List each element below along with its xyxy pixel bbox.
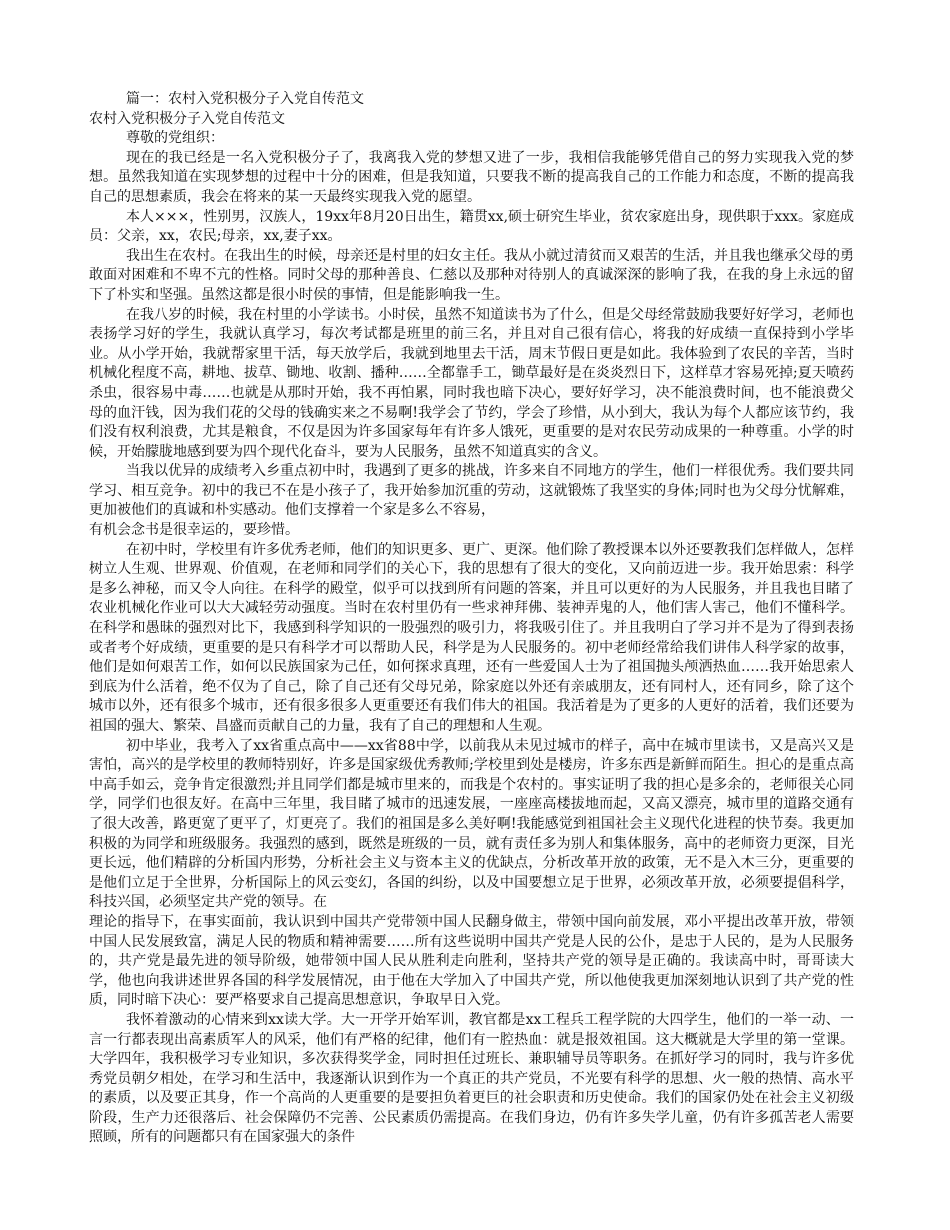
document-title: 农村入党积极分子入党自传范文	[89, 110, 285, 127]
paragraph-10: 我怀着激动的心情来到xx读大学。大一开学开始军训，教官都是xx工程兵工程学院的大四学生，他们的一举一动、一言一行都表现出高素质军人的风采，他们有严格的纪律，他们有一腔热血：就是报效祖国。这大概就是大学里的第一堂课。大学四年，我积极学习专业知识，多次获得奖学金，同时担任过班长、兼职辅导员等职务。在抓好学习的同时，我与许多优秀党员朝夕相处，在学习和生活中，我逐渐认识到作为一个真正的共产党员，不光要有科学的思想、火一般的热情、高水平的素质，以及要正其身，作一个高尚的人更重要的是要担负着更巨的社会职责和历史使命。我们的国家仍处在社会主义初级阶段，生产力还很落后、社会保障仍不完善、公民素质仍需提高。在我们身边，仍有许多失学儿童，仍有许多孤苦老人需要照顾，所有的问题都只有在国家强大的条件	[89, 1011, 854, 1146]
paragraph-3: 我出生在农村。在我出生的时候，母亲还是村里的妇女主任。我从小就过清贫而又艰苦的生活，并且我也继承父母的勇敢面对困难和不卑不亢的性格。同时父母的那种善良、仁慈以及那种对待别人的真诚深深的影响了我，在我的身上永远的留下了朴实和坚强。虽然这都是很小时侯的事情，但是能影响我一生。	[89, 247, 854, 303]
paragraph-5: 当我以优异的成绩考入乡重点初中时，我遇到了更多的挑战，许多来自不同地方的学生，他们一样很优秀。我们要共同学习、相互竞争。初中的我已不在是小孩子了，我开始参加沉重的劳动，这就锻炼了我坚实的身体;同时也为父母分忧解难，更加被他们的真诚和朴实感动。他们支撑着一个家是多么不容易，	[89, 463, 854, 519]
paragraph-4: 在我八岁的时候，我在村里的小学读书。小时侯，虽然不知道读书为了什么，但是父母经常鼓励我要好好学习，老师也表扬学习好的学生，我就认真学习，每次考试都是班里的前三名，并且对自己很有信心，将我的好成绩一直保持到小学毕业。从小学开始，我就帮家里干活，每天放学后，我就到地里去干活，周末节假日更是如此。我体验到了农民的辛苦，当时机械化程度不高，耕地、拔草、锄地、收割、播种……全都靠手工，锄草最好是在炎炎烈日下，这样草才容易死掉;夏天喷药杀虫，很容易中毒……也就是从那时开始，我不再怕累，同时我也暗下决心，要好好学习，决不能浪费时间，也不能浪费父母的血汗钱，因为我们花的父母的钱确实来之不易啊!我学会了节约，学会了珍惜，从小到大，我认为每个人都应该节约，我们没有权利浪费，尤其是粮食，不仅是因为许多国家每年有许多人饿死，更重要的是对农民劳动成果的一种尊重。小学的时候，开始朦胧地感到要为四个现代化奋斗，要为人民服务，虽然不知道真实的含义。	[89, 306, 854, 460]
paragraph-8: 初中毕业，我考入了xx省重点高中——xx省88中学，以前我从未见过城市的样子，高中在城市里读书，又是高兴又是害怕，高兴的是学校里的教师特别好，许多是国家级优秀教师;学校里到处是楼房，许多东西是新鲜而陌生。担心的是重点高中高手如云，竞争肯定很激烈;并且同学们都是城市里来的，而我是个农村的。事实证明了我的担心是多余的，老师很关心同学，同学们也很友好。在高中三年里，我目睹了城市的迅速发展，一座座高楼拔地而起，又高又漂亮，城市里的道路交通有了很大改善，路更宽了更平了，灯更亮了。我们的祖国是多么美好啊!我能感觉到祖国社会主义现代化进程的快节奏。我更加积极的为同学和班级服务。我强烈的感到，既然是班级的一员，就有责任多为别人和集体服务，高中的老师资力更深，目光更长远，他们精辟的分析国内形势，分析社会主义与资本主义的优缺点，分析改革开放的政策，无不是入木三分，更重要的是他们立足于全世界，分析国际上的风云变幻，各国的纠纷，以及中国要想立足于世界，必须改革开放，必须要提倡科学，科技兴国，必须坚定共产党的领导。在	[89, 737, 854, 911]
salutation: 尊敬的党组织：	[126, 130, 224, 147]
paragraph-1: 现在的我已经是一名入党积极分子了，我离我入党的梦想又进了一步，我相信我能够凭借自己的努力实现我入党的梦想。虽然我知道在实现梦想的过程中十分的困难，但是我知道，只要我不断的提高我自己的工作能力和态度，不断的提高我自己的思想素质，我会在将来的某一天最终实现我入党的愿望。	[89, 149, 854, 205]
document-heading: 篇一：农村入党积极分子入党自传范文	[126, 91, 364, 107]
paragraph-9: 理论的指导下，在事实面前，我认识到中国共产党带领中国人民翻身做主，带领中国向前发展，邓小平提出改革开放，带领中国人民发展致富，满足人民的物质和精神需要……所有这些说明中国共产党是人民的公仆，是忠于人民的，是为人民服务的，共产党是最先进的领导阶级，她带领中国人民从胜利走向胜利，坚持共产党的领导是正确的。我读高中时，哥哥读大学，他也向我讲述世界各国的科学发展情况，由于他在大学加入了中国共产党，所以他使我更加深刻地认识到了共产党的性质，同时暗下决心：要严格要求自己提高思想意识，争取早日入党。	[89, 913, 854, 1009]
paragraph-7: 在初中时，学校里有许多优秀老师，他们的知识更多、更广、更深。他们除了教授课本以外还要教我们怎样做人，怎样树立人生观、世界观、价值观，在老师和同学们的关心下，我的思想有了很大的变化，又向前迈进一步。我开始思索：科学是多么神秘，而又令人向往。在科学的殿堂，似乎可以找到所有问题的答案，并且可以更好的为人民服务，并且我也目睹了农业机械化作业可以大大减轻劳动强度。当时在农村里仍有一些求神拜佛、装神弄鬼的人，他们害人害己，他们不懂科学。在科学和愚昧的强烈对比下，我感到科学知识的一股强烈的吸引力，将我吸引住了。并且我明白了学习并不是为了得到表扬或者考个好成绩，更重要的是只有科学才可以帮助人民，科学是为人民服务的。初中老师经常给我们讲伟人科学家的故事，他们是如何艰苦工作，如何以民族国家为己任，如何探求真理，还有一些爱国人士为了祖国抛头颅洒热血……我开始思索人到底为什么活着，绝不仅为了自己，除了自己还有父母兄弟，除家庭以外还有亲戚朋友，还有同村人，还有同乡，除了这个城市以外，还有很多个城市，还有很多很多人更重要还有我们伟大的祖国。我活着是为了更多的人更好的活着，我们还要为祖国的强大、繁荣、昌盛而贡献自己的力量，我有了自己的理想和人生观。	[89, 541, 854, 734]
paragraph-6: 有机会念书是很幸运的，要珍惜。	[89, 522, 299, 539]
paragraph-2: 本人×××，性别男，汉族人，19xx年8月20日出生，籍贯xx,硕士研究生毕业，贫农家庭出身，现供职于xxx。家庭成员：父亲，xx，农民;母亲，xx,妻子xx。	[89, 208, 854, 245]
